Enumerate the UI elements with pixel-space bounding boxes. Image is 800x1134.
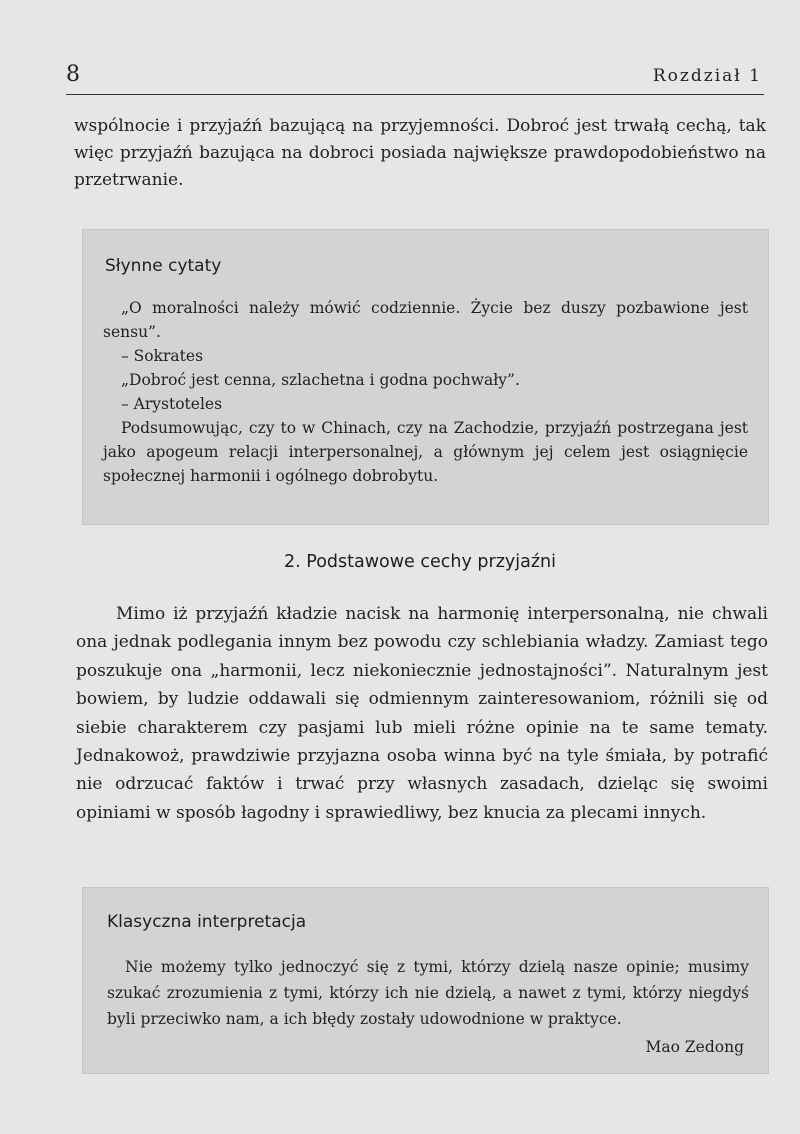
classic-interpretation-box bbox=[82, 887, 769, 1074]
author-arystoteles: – Arystoteles bbox=[121, 395, 223, 413]
quotes-summary: Podsumowując, czy to w Chinach, czy na Zachodzie, przyjaźń postrzegana jest jako apogeum relacji interpersonalnej, a głównym jej celem jest osiągnięcie społecznej harmonii i ogólnego dobrobytu. bbox=[103, 419, 748, 485]
famous-quotes-box bbox=[82, 229, 769, 525]
running-head bbox=[66, 62, 762, 92]
section-heading: 2. Podstawowe cechy przyjaźni bbox=[284, 552, 556, 572]
section-paragraph: Mimo iż przyjaźń kładzie nacisk na harmonię interpersonalną, nie chwali ona jednak podlegania innym bez powodu czy schlebiania władzy. Zamiast tego poszukuje ona „harmonii, lecz niekoniecznie jednostajności”. Naturalnym jest bowiem, by ludzie oddawali się odmiennym zainteresowaniom, różnili się od siebie charakterem czy pasjami lub mieli różne opinie na te same tematy. Jednakowoż, prawdziwie przyjazna osoba winna być na tyle śmiała, by potrafić nie odrzucać faktów i trwać przy własnych zasadach, dzieląc się swoimi opiniami w sposób łagodny i sprawiedliwy, bez knucia za plecami innych. bbox=[76, 604, 768, 823]
intro-paragraph: wspólnocie i przyjaźń bazującą na przyjemności. Dobroć jest trwałą cechą, tak więc przyjaźń bazująca na dobroci posiada największe prawdopodobieństwo na przetrwanie. bbox=[74, 116, 766, 190]
classic-interpretation-author: Mao Zedong bbox=[645, 1038, 744, 1056]
author-sokrates: – Sokrates bbox=[121, 347, 204, 365]
famous-quotes-title: Słynne cytaty bbox=[105, 256, 222, 276]
header-rule bbox=[66, 94, 764, 95]
classic-interpretation-text: Nie możemy tylko jednoczyć się z tymi, którzy dzielą nasze opinie; musimy szukać zrozumienia z tymi, którzy ich nie dzielą, a nawet z tymi, którzy niegdyś byli przeciwko nam, a ich błędy zostały udowodnione w praktyce. bbox=[107, 958, 749, 1028]
classic-interpretation-title: Klasyczna interpretacja bbox=[107, 912, 307, 932]
page-number: 8 bbox=[66, 62, 80, 87]
quote-arystoteles: „Dobroć jest cenna, szlachetna i godna pochwały”. bbox=[121, 371, 520, 389]
quote-sokrates: „O moralności należy mówić codziennie. Życie bez duszy pozbawione jest sensu”. bbox=[103, 299, 748, 341]
chapter-title: Rozdział 1 bbox=[652, 66, 762, 86]
